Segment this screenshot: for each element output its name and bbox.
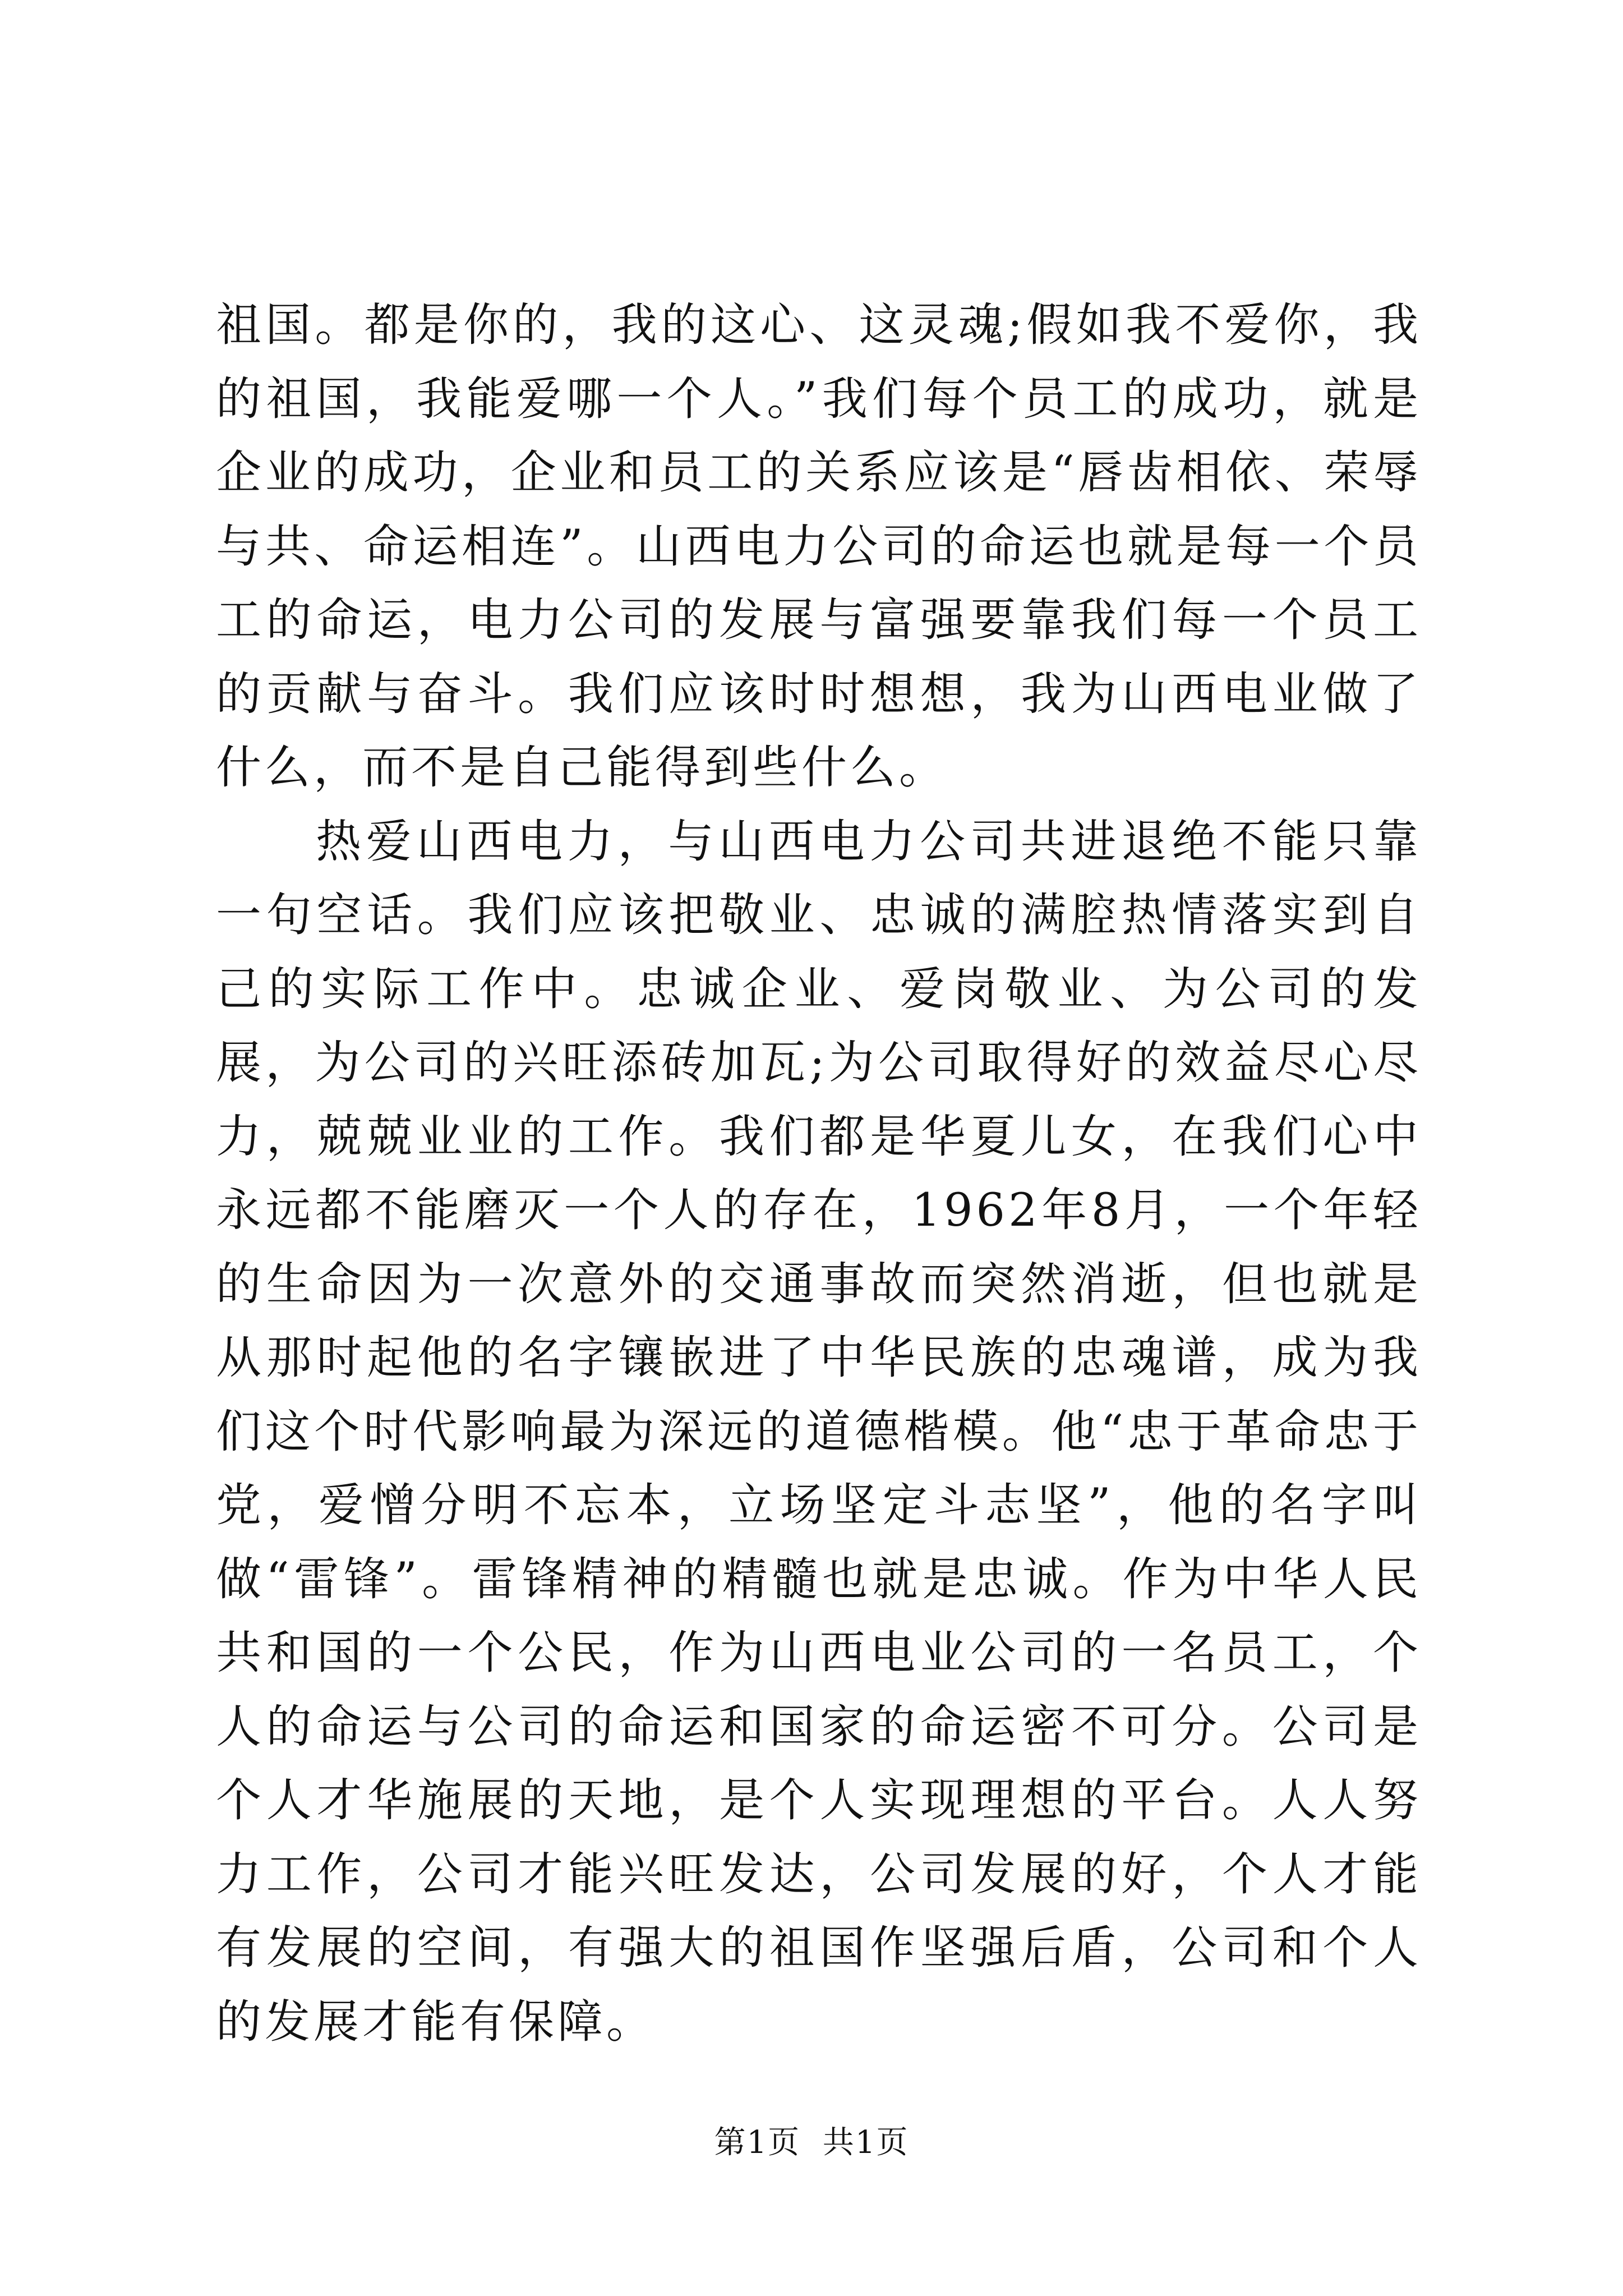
page-footer (0, 2123, 1623, 2162)
document-body (216, 289, 1422, 2059)
page-total: 共1页 (822, 2124, 909, 2161)
paragraph-2: 热爱山西电力，与山西电力公司共进退绝不能只靠一句空话。我们应该把敬业、忠诚的满腔热情落实到自己的实际工作中。忠诚企业、爱岗敬业、为公司的发展，为公司的兴旺添砖加瓦;为公司取得好的效益尽心尽力，兢兢业业的工作。我们都是华夏儿女，在我们心中永远都不能磨灭一个人的存在，1962年8月，一个年轻的生命因为一次意外的交通事故而突然消逝，但也就是从那时起他的名字镶嵌进了中华民族的忠魂谱，成为我们这个时代影响最为深远的道德楷模。他“忠于革命忠于党，爱憎分明不忘本，立场坚定斗志坚”，他的名字叫做“雷锋”。雷锋精神的精髓也就是忠诚。作为中华人民共和国的一个公民，作为山西电业公司的一名员工，个人的命运与公司的命运和国家的命运密不可分。公司是个人才华施展的天地，是个人实现理想的平台。人人努力工作，公司才能兴旺发达，公司发展的好，个人才能有发展的空间，有强大的祖国作坚强后盾，公司和个人的发展才能有保障。 (216, 815, 1422, 2049)
page-number: 第1页 (714, 2124, 801, 2161)
paragraph-1: 祖国。都是你的，我的这心、这灵魂;假如我不爱你，我的祖国，我能爱哪一个人。”我们每个员工的成功，就是企业的成功，企业和员工的关系应该是“唇齿相依、荣辱与共、命运相连”。山西电力公司的命运也就是每一个员工的命运，电力公司的发展与富强要靠我们每一个员工的贡献与奋斗。我们应该时时想想，我为山西电业做了什么，而不是自己能得到些什么。 (216, 299, 1422, 794)
